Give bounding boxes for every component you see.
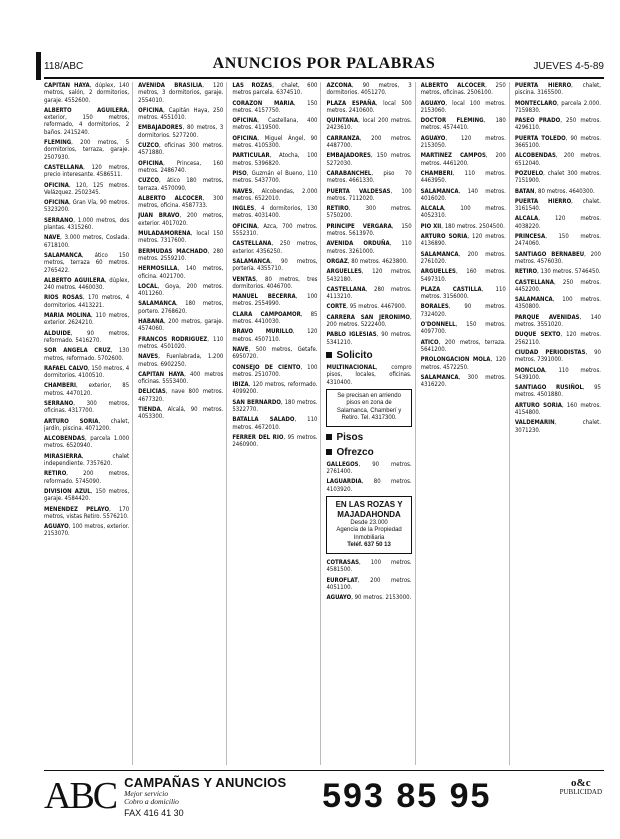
classified-ad: FLEMING, 200 metros, 5 dormitorios, terraza, garaje. 2507930. xyxy=(44,139,130,161)
classified-ad: SALAMANCA, 90 metros, portería. 4355710. xyxy=(232,257,318,273)
classified-ad: OFICINA, Capitán Haya, 250 metros. 4551010. xyxy=(138,106,224,122)
classified-ad: AVENIDA BRASILIA, 120 metros, 3 dormitorios, garaje. 2554010. xyxy=(138,82,224,104)
classified-ad: PARQUE AVENIDAS, 140 metros. 3551020. xyxy=(514,313,601,329)
classified-ad: DOCTOR FLEMING, 180 metros. 4574410. xyxy=(420,117,506,132)
classified-ad: SERRANO, 1.000 metros, dos plantas. 4315260. xyxy=(44,216,130,232)
classified-ad: BRAVO MURILLO, 120 metros. 4507110. xyxy=(232,328,318,343)
classified-ad: AVENIDA ORDUÑA, 110 metros. 3261000. xyxy=(326,240,412,255)
classified-ad: CASTELLANA, 250 metros. 4452200. xyxy=(514,278,601,293)
classified-ad: PRINCIPE VERGARA, 150 metros. 5613970. xyxy=(326,222,412,238)
classified-ad: HERMOSILLA, 140 metros, oficina. 4021700. xyxy=(138,265,224,280)
classified-ad: NAVE, 500 metros, Getafe. 6950720. xyxy=(232,345,318,361)
classified-ad: ALBERTO AGUILERA, dúplex, 240 metros. 4460030. xyxy=(44,276,130,292)
classified-ad: CHAMBERI, 110 metros. 4463950. xyxy=(420,169,506,185)
classified-ad: IBIZA, 120 metros, reformado. 4099200. xyxy=(232,381,318,396)
classified-columns xyxy=(44,82,604,765)
classified-ad: RAFAEL CALVO, 150 metros, 4 dormitorios. 4100510. xyxy=(44,364,130,380)
classified-ad: VENTAS, 80 metros, tres dormitorios. 4046700. xyxy=(232,275,318,290)
classified-ad: CIUDAD PERIODISTAS, 90 metros. 7391000. xyxy=(514,348,601,364)
classified-ad: CASTELLANA, 120 metros, precio interesante. 4586511. xyxy=(44,163,130,179)
classified-ad: MARTINEZ CAMPOS, 200 metros. 4461200. xyxy=(420,152,506,167)
page-title: ANUNCIOS POR PALABRAS xyxy=(212,55,436,72)
classified-ad: SOR ANGELA CRUZ, 130 metros, reformado. 5702600. xyxy=(44,347,130,362)
phone-number: 593 85 95 xyxy=(322,776,492,815)
classified-ad: EMBAJADORES, 150 metros. 5272030. xyxy=(326,152,412,167)
classified-ad: COTRASAS, 100 metros. 4581500. xyxy=(326,558,412,574)
classified-ad: PIO XII, 180 metros. 2504500. xyxy=(420,222,505,230)
classified-ad: ALBERTO ALCOCER, 300 metros, oficina. 4587733. xyxy=(138,194,224,210)
fax-number: FAX 416 41 30 xyxy=(124,807,184,818)
classified-ad: RETIRO, 130 metros. 5746450. xyxy=(514,268,601,276)
classified-ad: CAPITAN HAYA, 400 metros oficinas. 5553400. xyxy=(138,370,224,386)
footer-advert xyxy=(44,770,604,821)
classified-ad: OFICINA, Miguel Ángel, 90 metros. 4105300. xyxy=(232,134,318,150)
page-date: JUEVES 4-5-89 xyxy=(533,61,604,72)
solicito-heading xyxy=(326,350,411,361)
bullet-square-icon xyxy=(326,434,332,440)
classified-ad: AGUAYO, 120 metros. 2153050. xyxy=(420,134,506,150)
classified-ad: JUAN BRAVO, 200 metros, exterior. 4017020. xyxy=(138,212,224,227)
classified-ad: SALAMANCA, 200 metros. 2761020. xyxy=(420,250,506,265)
service-line-1: Mejor servicio xyxy=(124,788,169,798)
classified-ad: ORGAZ, 80 metros. 4623800. xyxy=(326,257,408,265)
classified-ad: FRANCOS RODRIGUEZ, 110 metros. 4501020. xyxy=(138,335,224,350)
classified-ad: PLAZA ESPAÑA, local 500 metros. 2410600. xyxy=(326,99,412,114)
classified-ad: SAN BERNARDO, 180 metros. 5322770. xyxy=(232,398,318,413)
classified-ad: LOCAL, Goya, 200 metros. 4011260. xyxy=(138,282,224,298)
classified-ad: GALLEGOS, 90 metros. 2761400. xyxy=(326,460,412,476)
classified-ad: PUERTA HIERRO, chalet. 3161540. xyxy=(514,197,601,213)
solicito-heading-text: Solicito xyxy=(336,349,373,361)
rozas-box-title: EN LAS ROZAS Y MAJADAHONDA xyxy=(335,499,403,519)
classified-ad: SANTIAGO RUSIÑOL, 95 metros. 4501880. xyxy=(514,384,601,399)
classified-ad: ARGUELLES, 160 metros. 5497310. xyxy=(420,268,506,283)
column-5 xyxy=(421,82,510,765)
solicito-intro: MULTINACIONAL, compro pisos, locales, oficinas. 4310400. xyxy=(326,363,412,386)
classified-ad: EUROFLAT, 200 metros. 4051100. xyxy=(326,576,412,591)
column-4 xyxy=(326,82,415,765)
classified-ad: SERRANO, 300 metros, oficinas. 4317700. xyxy=(44,399,130,415)
rozas-box-phone: Teléf. 637 50 13 xyxy=(347,542,391,549)
pisos-after-listings xyxy=(326,559,411,601)
column-4-listings xyxy=(326,82,411,346)
classified-ad: PABLO IGLESIAS, 90 metros. 5341210. xyxy=(326,331,412,346)
classified-ad: CARABANCHEL, piso 70 metros. 4661330. xyxy=(326,169,412,185)
classified-ad: OFICINA, Princesa, 160 metros. 2486740. xyxy=(138,159,224,174)
classified-ad: CUZCO, ático 180 metros, terraza. 4570090. xyxy=(138,177,224,192)
classified-ad: MANUEL BECERRA, 100 metros. 2554990. xyxy=(232,293,318,308)
campaign-text: CAMPAÑAS Y ANUNCIOS xyxy=(124,774,287,790)
classified-ad: NAVES, Alcobendas, 2.000 metros. 6522010. xyxy=(232,187,318,202)
classified-ad: TIENDA, Alcalá, 90 metros. 4053300. xyxy=(138,405,224,421)
classified-ad: QUINTANA, local 200 metros. 2423610. xyxy=(326,117,412,132)
classified-ad: AZCONA, 90 metros, 3 dormitorios. 4051270. xyxy=(326,82,412,97)
classified-ad: ARTURO SORIA, chalet, jardín, piscina. 4071200. xyxy=(44,417,130,432)
classified-ad: ATICO, 200 metros, terraza. 5641200. xyxy=(420,338,506,353)
classified-ad: PARTICULAR, Atocha, 100 metros. 5396820. xyxy=(232,152,318,167)
classified-ad: CUZCO, oficinas 300 metros. 4571880. xyxy=(138,142,224,157)
classified-ad: OFICINA, Castellana, 400 metros. 4119500. xyxy=(232,117,318,132)
column-2 xyxy=(138,82,227,765)
classified-ad: PUERTA TOLEDO, 90 metros. 3665100. xyxy=(514,134,601,150)
classified-ad: ALBERTO AGUILERA, exterior, 150 metros, reformado, 4 dormitorios, 2 baños. 2415240. xyxy=(44,106,130,136)
pisos-heading xyxy=(326,432,411,443)
classified-ad: ALCALA, 100 metros. 4052310. xyxy=(420,205,506,220)
bullet-square-icon xyxy=(326,449,332,455)
classified-ad: PRINCESA, 150 metros. 2474060. xyxy=(514,233,601,248)
classified-ad: MARIA MOLINA, 110 metros, exterior. 2624210. xyxy=(44,312,130,327)
classified-ad: AGUAYO, local 100 metros. 2153060. xyxy=(420,99,506,114)
classified-ad: MONCLOA, 110 metros. 5439100. xyxy=(514,366,601,381)
classified-ad: ALCALA, 120 metros. 4038220. xyxy=(514,215,601,230)
classified-ad: DELICIAS, nave 800 metros. 4677320. xyxy=(138,388,224,403)
classified-ad: SANTIAGO BERNABEU, 200 metros. 4576030. xyxy=(514,250,601,265)
classified-ad: MIRASIERRA, chalet independiente. 7357620. xyxy=(44,452,130,468)
column-6 xyxy=(515,82,604,765)
classified-ad: ARTURO SORIA, 160 metros. 4154800. xyxy=(514,401,601,416)
pisos-listings xyxy=(326,461,411,493)
classified-ad: OFICINA, 120, 125 metros. Velázquez. 2502345. xyxy=(44,181,130,196)
service-line-2: Cobro a domicilio xyxy=(124,796,179,806)
classified-ad: PUERTA VALDESAS, 100 metros. 7112020. xyxy=(326,187,412,202)
rozas-box-agency: Agencia de la Propiedad Inmobiliaria xyxy=(336,527,402,541)
classified-ad: SALAMANCA, ático 150 metros, terraza 60 metros. 2765422. xyxy=(44,251,130,274)
classified-ad: ARGUELLES, 120 metros. 5432180. xyxy=(326,268,412,283)
classified-ad: SALAMANCA, 300 metros. 4316220. xyxy=(420,373,506,389)
classified-ad: CORAZON MARIA, 150 metros. 4157750. xyxy=(232,99,318,114)
agency-credit xyxy=(560,779,602,796)
classified-ad: EMBAJADORES, 80 metros, 3 dormitorios. 5277200. xyxy=(138,124,224,139)
classified-ad: RETIRO, 200 metros, reformado. 5745090. xyxy=(44,470,130,485)
pisos-heading-text: Pisos xyxy=(336,431,364,443)
classified-ad: CLARA CAMPOAMOR, 85 metros. 4410030. xyxy=(232,310,318,326)
classified-ad: ARTURO SORIA, 120 metros. 4136890. xyxy=(420,233,506,248)
classified-ad: DUQUE SEXTO, 120 metros. 2562110. xyxy=(514,331,601,346)
classified-ad: RIOS ROSAS, 170 metros, 4 dormitorios. 4413221. xyxy=(44,294,130,309)
classified-ad: NAVE, 3.000 metros, Coslada. 6718100. xyxy=(44,234,130,249)
column-3 xyxy=(232,82,321,765)
classified-ad: CASTELLANA, 250 metros, exterior. 4356250. xyxy=(232,240,318,255)
bullet-square-icon xyxy=(326,352,332,358)
classified-ad: AGUAYO, 100 metros, exterior. 2153070. xyxy=(44,523,130,538)
page-header xyxy=(44,55,604,79)
classified-ad: CARRERA SAN JERONIMO, 200 metros. 5222400. xyxy=(326,313,412,329)
classified-ad: BERMUDAS MACHADO, 280 metros. 2559210. xyxy=(138,247,224,262)
classified-ad: CAPITAN HAYA, dúplex, 140 metros, salón, 2 dormitorios, garaje. 4552600. xyxy=(44,82,130,104)
classified-ad: DIVISION AZUL, 150 metros, garaje. 4584420. xyxy=(44,487,130,503)
classified-ad: HABANA, 200 metros, garaje. 4574060. xyxy=(138,318,224,333)
classified-ad: BATAN, 80 metros. 4640300. xyxy=(514,187,595,195)
credit-text: PUBLICIDAD xyxy=(559,788,602,796)
classified-ad: INGLES, 4 dormitorios, 130 metros. 4031400. xyxy=(232,205,318,220)
advert-text xyxy=(124,775,314,818)
classified-ad: NAVES, Fuenlabrada, 1.200 metros. 6902250. xyxy=(138,353,224,368)
ofrezco-heading-text: Ofrezco xyxy=(336,446,374,458)
classified-ad: SALAMANCA, 100 metros. 4350800. xyxy=(514,296,601,311)
classified-ad: PLAZA CASTILLA, 110 metros. 3156000. xyxy=(420,285,506,301)
ofrezco-heading xyxy=(326,447,411,458)
rozas-box xyxy=(326,496,411,554)
classified-ad: SALAMANCA, 140 metros. 4016020. xyxy=(420,187,506,202)
classified-ad: ALCOBENDAS, 200 metros. 6512040. xyxy=(514,152,601,167)
classified-ad: SALAMANCA, 180 metros, portero. 2768620. xyxy=(138,300,224,315)
classified-ad: PISO, Guzmán el Bueno, 110 metros. 5437700. xyxy=(232,169,318,185)
classified-ad: O'DONNELL, 150 metros. 4097700. xyxy=(420,321,506,336)
page-number: 118/ABC xyxy=(44,61,84,72)
classified-ad: FERRER DEL RIO, 95 metros. 2460900. xyxy=(232,433,318,449)
classified-ad: LAS ROZAS, chalet, 600 metros parcela. 6374510. xyxy=(232,82,318,97)
classified-ad: ALBERTO ALCOCER, 250 metros, oficinas. 2506100. xyxy=(420,82,506,97)
classified-ad: OFICINA, Gran Vía, 90 metros. 5323200. xyxy=(44,199,130,214)
classified-ad: PROLONGACION MOLA, 120 metros. 4572250. xyxy=(420,356,506,371)
classified-ad: AGUAYO, 90 metros. 2153000. xyxy=(326,594,412,602)
classified-ad: ALDUIDE, 90 metros, reformado. 5416270. xyxy=(44,329,130,344)
classified-ad: POZUELO, chalet 300 metros. 7151900. xyxy=(514,169,601,185)
classified-ad: VALDEMARIN, chalet. 3071230. xyxy=(514,419,601,434)
classified-ad: BORALES, 90 metros. 7324020. xyxy=(420,303,506,318)
classified-ad: PASEO PRADO, 250 metros. 4296110. xyxy=(514,117,601,132)
abc-logo: ABC xyxy=(44,775,117,817)
classified-ad: CORTE, 95 metros. 4467900. xyxy=(326,303,407,311)
classified-ad: CONSEJO DE CIENTO, 100 metros. 2510700. xyxy=(232,363,318,378)
classified-ad: LAGUARDIA, 80 metros. 4103920. xyxy=(326,478,412,493)
classified-ad: PUERTA HIERRO, chalet, piscina. 3165500. xyxy=(514,82,601,97)
classified-ad: CARRANZA, 200 metros. 4487700. xyxy=(326,134,412,150)
classified-ad: ALCOBENDAS, parcela 1.000 metros. 6520940. xyxy=(44,435,130,450)
rozas-box-price: Desde 23.000 xyxy=(350,519,388,526)
solicito-box: Se precisan en arriendo pisos en zona de Salamanca, Chamberí y Retiro. Tel. 4317300. xyxy=(326,389,411,427)
classified-ad: MULADAMORENA, local 150 metros. 7317600. xyxy=(138,230,224,245)
classified-ad: BATALLA SALADO, 110 metros. 4672010. xyxy=(232,416,318,431)
column-1 xyxy=(44,82,133,765)
credit-brand: o&c xyxy=(571,777,591,789)
classified-ad: CASTELLANA, 280 metros. 4113210. xyxy=(326,285,412,301)
classified-ad: RETIRO, 300 metros. 5750200. xyxy=(326,205,412,220)
classified-ad: MONTECLARO, parcela 2.000. 7159830. xyxy=(514,99,601,114)
classified-ad: CHAMBERI, exterior, 85 metros. 4470120. xyxy=(44,382,130,397)
margin-rule xyxy=(36,52,41,80)
classified-ad: MENENDEZ PELAYO, 170 metros, vistas Retiro. 5576210. xyxy=(44,505,130,520)
classified-ad: OFICINA, Azca, 700 metros. 5552310. xyxy=(232,222,318,238)
